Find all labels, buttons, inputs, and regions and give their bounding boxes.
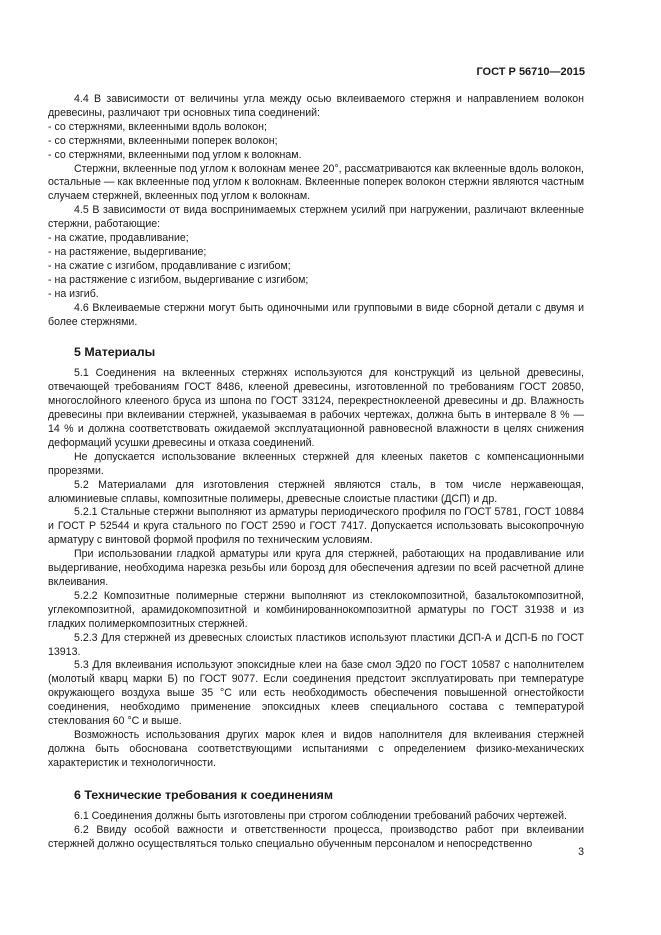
paragraph-5-3: 5.3 Для вклеивания используют эпоксидные клеи на базе смол ЭД20 по ГОСТ 10587 с наполнителем (молотый кварц марки Б) по ГОСТ 9077. Если соединения предстоит эксплуатировать при температуре окружающего воздуха выше 35 °С или есть необходимость обеспечения повышенной огнестойкости соединения, необходимо применение эпоксидных клеев специального состава с температурой стеклования 60 °С и выше. [48, 659, 584, 728]
paragraph-5-3-b: Возможность использования других марок клея и видов наполнителя для вклеивания стержней должна быть обоснована соответствующими испытаниями с определением физико-механических характеристик и технологичности. [48, 728, 584, 769]
paragraph-5-2-1-b: При использовании гладкой арматуры или круга для стержней, работающих на продавливание или выдергивание, необходима нарезка резьбы или борозд для обеспечения адгезии по всей расчетной длине вклеивания. [48, 548, 584, 588]
paragraph-4-5: 4.5 В зависимости от вида воспринимаемых стержнем усилий при нагружении, различают вклеенные стержни, работающие: [48, 204, 584, 231]
list-item: - на изгиб. [48, 287, 99, 300]
section-title-5: 5 Материалы [74, 345, 156, 360]
paragraph-5-2-1: 5.2.1 Стальные стержни выполняют из арматуры периодического профиля по ГОСТ 5781, ГОСТ 10884 и ГОСТ Р 52544 и круга стального по ГОСТ 2590 и ГОСТ 7417. Допускается использовать высокопрочную арматуру с винтовой формой профиля по техническим условиям. [48, 506, 584, 547]
paragraph-5-2-2: 5.2.2 Композитные полимерные стержни выполняют из стеклокомпозитной, базальтокомпозитной, углекомпозитной, арамидокомпозитной и комбинированнокомпозитной арматуры по ГОСТ 31938 и из гладких полимеркомпозитных стержней. [48, 589, 584, 630]
page-number: 3 [578, 846, 584, 858]
list-item: - на сжатие с изгибом, продавливание с изгибом; [48, 259, 291, 272]
paragraph-4-4-note: Стержни, вклеенные под углом к волокнам менее 20°, рассматриваются как вклеенные вдоль волокон, остальные — как вклеенные под углом к волокнам. Вклеенные поперек волокон стержни являются частным случаем стержней, вклеенных под углом к волокнам. [48, 162, 584, 203]
paragraph-4-6: 4.6 Вклеиваемые стержни могут быть одиночными или групповыми в виде сборной детали с двумя и более стержнями. [48, 301, 584, 328]
document-code: ГОСТ Р 56710—2015 [476, 66, 585, 78]
list-item: - со стержнями, вклеенными под углом к волокнам. [48, 148, 302, 161]
paragraph-6-2: 6.2 Ввиду особой важности и ответственности процесса, производство работ при вклеивании стержней должно осуществляться только специально обученным персоналом и непосредственно [48, 823, 584, 850]
list-item: - на сжатие, продавливание; [48, 232, 189, 245]
paragraph-6-1: 6.1 Соединения должны быть изготовлены при строгом соблюдении требований рабочих чертежей. [74, 809, 568, 822]
list-item: - на растяжение, выдергивание; [48, 245, 207, 258]
list-item: - со стержнями, вклеенными вдоль волокон; [48, 120, 267, 133]
paragraph-5-2: 5.2 Материалами для изготовления стержней являются сталь, в том числе нержавеющая, алюминиевые сплавы, композитные полимеры, древесные слоистые пластики (ДСП) и др. [48, 478, 584, 505]
paragraph-5-1-b: Не допускается использование вклеенных стержней для клееных пакетов с компенсационными прорезями. [48, 450, 584, 477]
paragraph-5-2-3: 5.2.3 Для стержней из древесных слоистых пластиков используют пластики ДСП-А и ДСП-Б по ГОСТ 13913. [48, 631, 584, 658]
list-item: - на растяжение с изгибом, выдергивание с изгибом; [48, 273, 309, 286]
list-item: - со стержнями, вклеенными поперек волокон; [48, 134, 278, 147]
page-content [48, 66, 584, 851]
section-title-6: 6 Технические требования к соединениям [74, 787, 334, 802]
paragraph-4-4: 4.4 В зависимости от величины угла между осью вклеиваемого стержня и направлением волокон древесины, различают три основных типа соединений: [48, 93, 584, 119]
paragraph-5-1: 5.1 Соединения на вклеенных стержнях используются для конструкций из цельной древесины, отвечающей требованиям ГОСТ 8486, клееной древесины, изготовленной по требованиям ГОСТ 20850, многослойного клееного бруса из шпона по ГОСТ 33124, перекрестноклееной древесины и др. Влажность древесины при вклеивании стержней, указываемая в рабочих чертежах, должна быть в интервале 8 % — 14 % и должна соответствовать ожидаемой эксплуатационной равновесной влажности в целях снижения деформаций усушки древесины и отказа соединений. [48, 367, 584, 449]
